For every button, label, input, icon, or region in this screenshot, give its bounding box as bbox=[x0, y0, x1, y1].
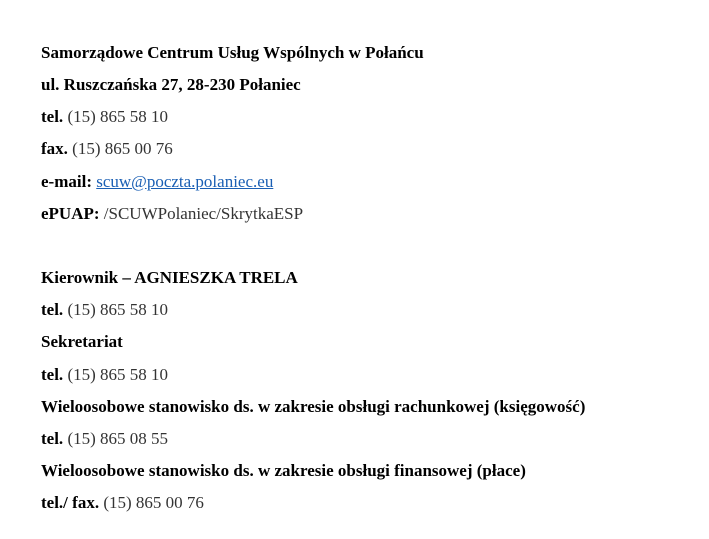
contact-tel-payroll bbox=[41, 493, 204, 513]
tel-fax-value: (15) 865 00 76 bbox=[103, 493, 204, 512]
contact-title-secretariat: Sekretariat bbox=[41, 332, 123, 351]
contact-tel-accounting bbox=[41, 429, 168, 449]
fax-label: fax. bbox=[41, 139, 68, 158]
office-fax-row bbox=[41, 139, 173, 159]
office-name: Samorządowe Centrum Usług Wspólnych w Połańcu bbox=[41, 43, 424, 62]
tel-value: (15) 865 58 10 bbox=[67, 300, 169, 319]
email-label: e-mail: bbox=[41, 172, 92, 191]
office-email-row bbox=[41, 172, 273, 192]
tel-label: tel. bbox=[41, 107, 64, 126]
tel-value: (15) 865 58 10 bbox=[67, 365, 169, 384]
office-epuap-row bbox=[41, 204, 303, 224]
email-link[interactable]: scuw@poczta.polaniec.eu bbox=[96, 172, 274, 191]
contact-tel-manager bbox=[41, 300, 168, 320]
epuap-value: /SCUWPolaniec/SkrytkaESP bbox=[103, 204, 304, 223]
tel-label: tel. bbox=[41, 429, 64, 448]
tel-label: tel. bbox=[41, 300, 64, 319]
tel-value: (15) 865 08 55 bbox=[67, 429, 169, 448]
contact-title-payroll: Wieloosobowe stanowisko ds. w zakresie obsługi finansowej (płace) bbox=[41, 461, 526, 480]
epuap-label: ePUAP: bbox=[41, 204, 100, 223]
office-address: ul. Ruszczańska 27, 28-230 Połaniec bbox=[41, 75, 301, 94]
office-tel-row bbox=[41, 107, 168, 127]
contact-title-accounting: Wieloosobowe stanowisko ds. w zakresie obsługi rachunkowej (księgowość) bbox=[41, 397, 586, 416]
contact-tel-secretariat bbox=[41, 365, 168, 385]
contact-title-manager: Kierownik – AGNIESZKA TRELA bbox=[41, 268, 298, 287]
tel-value: (15) 865 58 10 bbox=[67, 107, 169, 126]
fax-value: (15) 865 00 76 bbox=[72, 139, 173, 158]
tel-fax-label: tel./ fax. bbox=[41, 493, 100, 512]
tel-label: tel. bbox=[41, 365, 64, 384]
